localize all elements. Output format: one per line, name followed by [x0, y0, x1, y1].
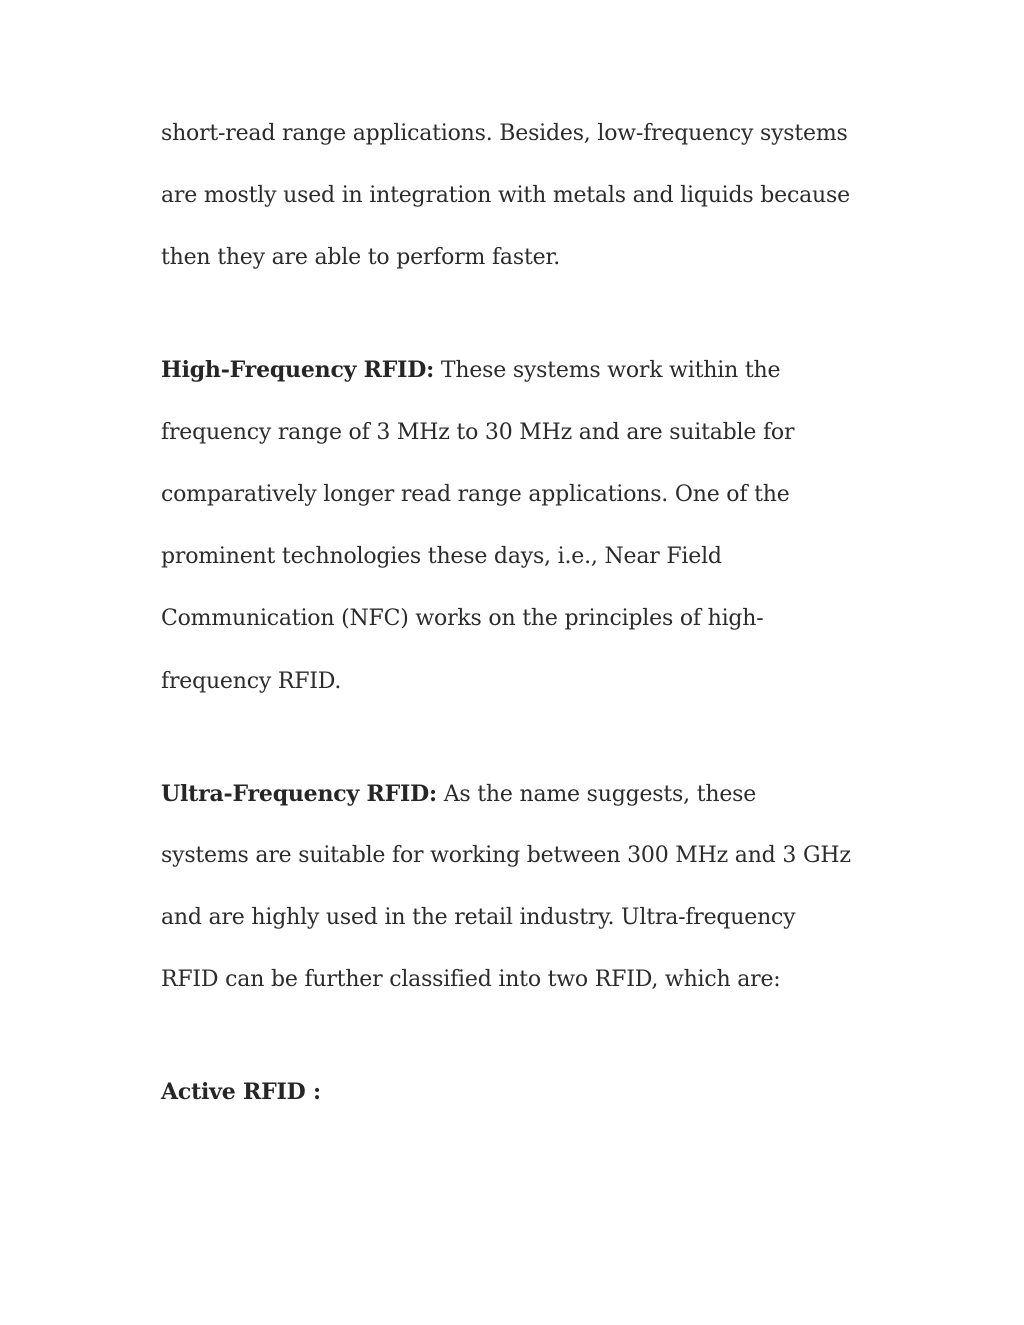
ultra-frequency-heading: Ultra-Frequency RFID: [161, 781, 437, 807]
high-frequency-line-5: Communication (NFC) works on the principles of high- [161, 606, 764, 631]
high-frequency-line-2: frequency range of 3 MHz to 30 MHz and are suitable for [161, 420, 795, 445]
ultra-frequency-paragraph-line-1 [161, 779, 756, 810]
intro-line-1: short-read range applications. Besides, low-frequency systems [161, 121, 848, 146]
high-frequency-heading: High-Frequency RFID: [161, 357, 435, 383]
ultra-frequency-line-3: and are highly used in the retail industry. Ultra-frequency [161, 905, 796, 930]
ultra-frequency-line-1-text: As the name suggests, these [436, 782, 757, 807]
active-rfid-paragraph [161, 1077, 321, 1108]
high-frequency-line-6: frequency RFID. [161, 669, 342, 694]
high-frequency-line-1-text: These systems work within the [434, 358, 781, 383]
high-frequency-line-4: prominent technologies these days, i.e., Near Field [161, 544, 722, 569]
ultra-frequency-line-2: systems are suitable for working between 300 MHz and 3 GHz [161, 843, 851, 868]
ultra-frequency-line-4: RFID can be further classified into two RFID, which are: [161, 967, 781, 992]
intro-line-2: are mostly used in integration with metals and liquids because [161, 183, 850, 208]
active-rfid-heading: Active RFID : [161, 1079, 321, 1105]
high-frequency-line-3: comparatively longer read range applications. One of the [161, 482, 790, 507]
high-frequency-paragraph-line-1 [161, 355, 780, 386]
intro-line-3: then they are able to perform faster. [161, 245, 561, 270]
